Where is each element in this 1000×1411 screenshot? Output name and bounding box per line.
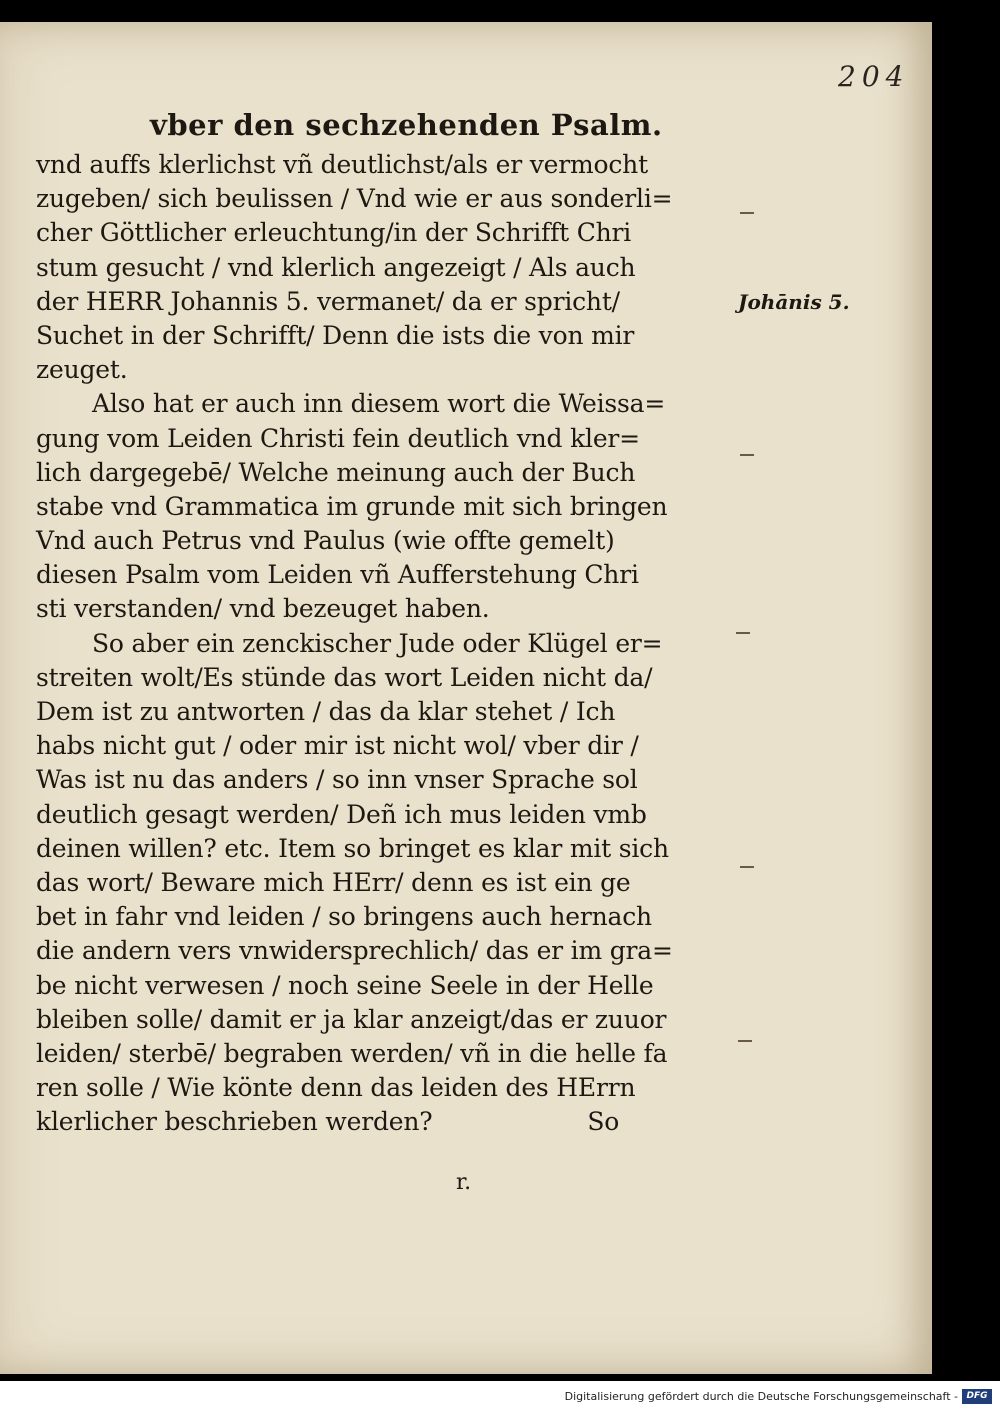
- dfg-logo: DFG: [962, 1389, 992, 1404]
- text-line: gung vom Leiden Christi fein deutlich vnd kler=: [36, 423, 640, 453]
- page-number: 204: [838, 60, 910, 93]
- text-line: deutlich gesagt werden/ Deñ ich mus leiden vmb: [36, 799, 647, 829]
- text-line: Suchet in der Schrifft/ Denn die ists die von mir: [36, 320, 635, 350]
- margin-tick: [738, 1040, 752, 1042]
- text-line: leiden/ sterbē/ begraben werden/ vñ in die helle fa: [36, 1038, 668, 1068]
- footer-credit: Digitalisierung gefördert durch die Deutsche Forschungsgemeinschaft -: [564, 1390, 958, 1403]
- text-line: klerlicher beschrieben werden? So: [36, 1107, 620, 1137]
- margin-tick: [736, 632, 750, 634]
- margin-tick: [740, 454, 754, 456]
- text-line: zugeben/ sich beulissen / Vnd wie er aus sonderli=: [36, 184, 673, 214]
- book-page: [0, 22, 932, 1374]
- text-line: stabe vnd Grammatica im grunde mit sich bringen: [36, 491, 668, 521]
- margin-tick: [740, 212, 754, 214]
- text-line: Was ist nu das anders / so inn vnser Sprache sol: [36, 765, 638, 795]
- text-line: lich dargegebē/ Welche meinung auch der Buch: [36, 457, 636, 487]
- text-line: der HERR Johannis 5. vermanet/ da er spricht/: [36, 286, 620, 316]
- signature-mark: r.: [456, 1170, 472, 1195]
- text-line: habs nicht gut / oder mir ist nicht wol/ vber dir /: [36, 731, 639, 761]
- text-line: Also hat er auch inn diesem wort die Weissa=: [92, 389, 666, 419]
- running-head: vber den sechzehenden Psalm.: [150, 108, 663, 142]
- text-line: stum gesucht / vnd klerlich angezeigt / Als auch: [36, 252, 636, 282]
- text-line: So aber ein zenckischer Jude oder Klügel er=: [92, 628, 663, 658]
- text-line: be nicht verwesen / noch seine Seele in der Helle: [36, 970, 654, 1000]
- text-line: Dem ist zu antworten / das da klar stehet / Ich: [36, 697, 616, 726]
- text-line: cher Göttlicher erleuchtung/in der Schrifft Chri: [36, 218, 632, 248]
- text-line: die andern vers vnwidersprechlich/ das er im gra=: [36, 936, 673, 966]
- text-line: sti verstanden/ vnd bezeuget haben.: [36, 594, 490, 624]
- text-block: [36, 148, 736, 1139]
- text-line: deinen willen? etc. Item so bringet es klar mit sich: [36, 833, 669, 863]
- text-line: vnd auffs klerlichst vñ deutlichst/als er vermocht: [36, 150, 648, 179]
- text-line: streiten wolt/Es stünde das wort Leiden nicht da/: [36, 662, 653, 692]
- text-line: Vnd auch Petrus vnd Paulus (wie offte gemelt): [36, 526, 615, 556]
- text-line: zeuget.: [36, 355, 128, 385]
- margin-tick: [740, 866, 754, 868]
- text-line: bleiben solle/ damit er ja klar anzeigt/das er zuuor: [36, 1004, 667, 1034]
- text-line: bet in fahr vnd leiden / so bringens auch hernach: [36, 902, 652, 932]
- text-line: ren solle / Wie könte denn das leiden des HErrn: [36, 1073, 636, 1103]
- text-line: das wort/ Beware mich HErr/ denn es ist ein ge: [36, 867, 631, 897]
- margin-note: Johānis 5.: [738, 290, 850, 314]
- text-line: diesen Psalm vom Leiden vñ Aufferstehung Chri: [36, 560, 639, 590]
